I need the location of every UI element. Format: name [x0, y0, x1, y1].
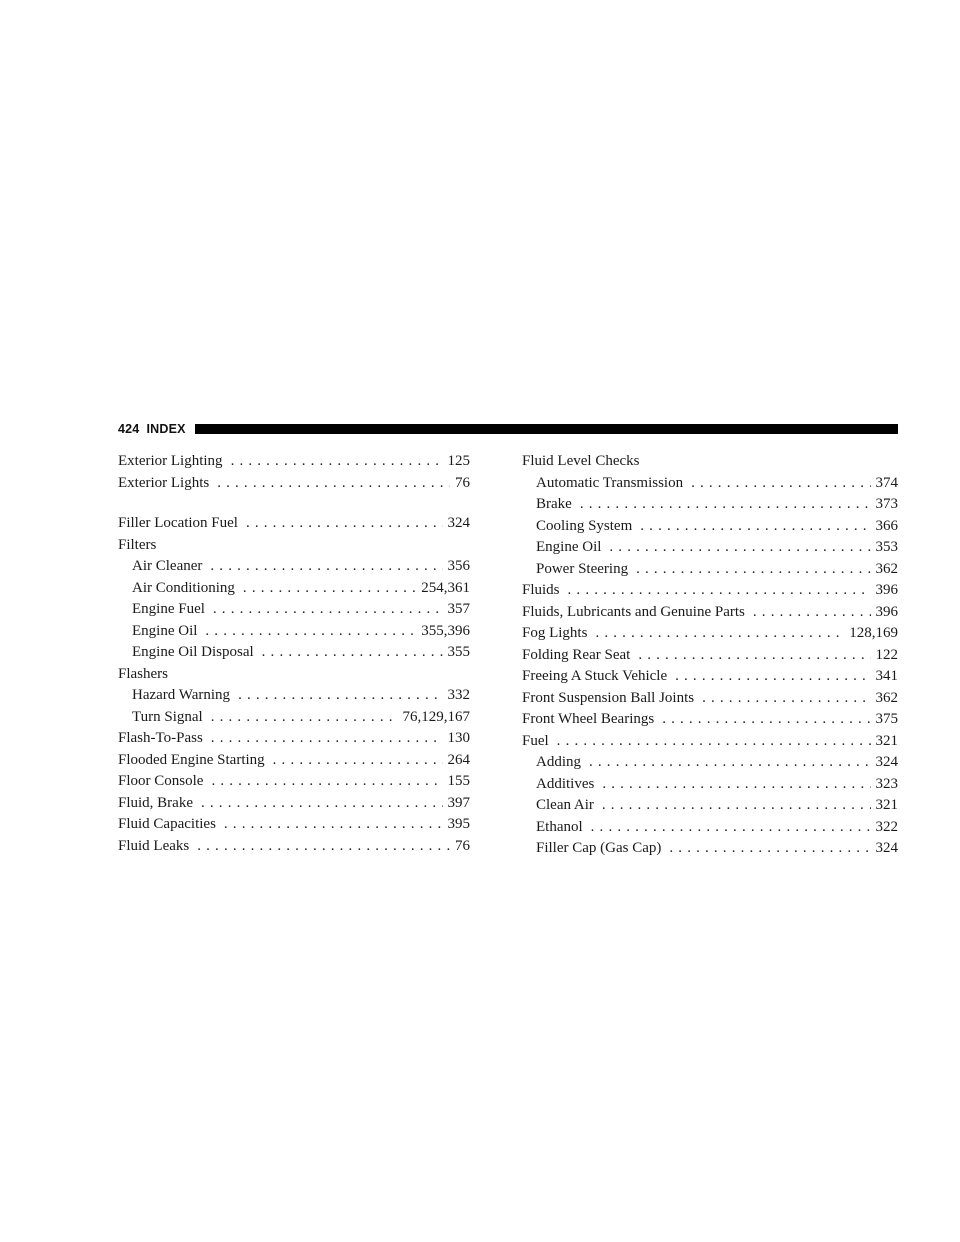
index-term: Engine Oil Disposal	[132, 644, 254, 660]
index-term: Clean Air	[536, 797, 594, 813]
index-term: Fuel	[522, 732, 549, 749]
index-page-ref: 357	[447, 601, 470, 617]
header-rule	[195, 424, 898, 434]
index-page-ref: 366	[875, 517, 898, 534]
index-entry	[118, 556, 470, 578]
index-entry	[118, 578, 470, 600]
index-page-ref: 254,361	[421, 579, 470, 596]
index-entry	[522, 559, 898, 581]
index-entry	[522, 774, 898, 796]
index-column-left	[118, 451, 470, 857]
index-page-ref: 375	[875, 711, 898, 727]
index-term: Fluids	[522, 582, 560, 598]
index-page-ref: 324	[447, 515, 470, 531]
index-term: Exterior Lighting	[118, 453, 223, 469]
dot-leader	[217, 473, 450, 495]
index-entry	[522, 516, 898, 538]
dot-leader	[702, 688, 870, 710]
dot-leader	[691, 473, 870, 495]
index-term: Exterior Lights	[118, 474, 210, 491]
index-entry	[522, 473, 898, 495]
page-number: 424	[118, 422, 140, 436]
index-term: Fog Lights	[522, 625, 588, 641]
index-term: Fluid Level Checks	[522, 453, 640, 469]
index-page-ref: 353	[875, 539, 898, 555]
index-page-ref: 324	[875, 754, 898, 770]
index-entry	[118, 793, 470, 815]
index-term: Fluids, Lubricants and Genuine Parts	[522, 603, 745, 620]
index-entry	[118, 750, 470, 772]
index-term: Freeing A Stuck Vehicle	[522, 668, 668, 684]
index-page-ref: 321	[875, 797, 898, 813]
dot-leader	[669, 838, 870, 860]
index-entry	[118, 814, 470, 836]
index-column-right	[522, 451, 898, 860]
index-entry	[522, 731, 898, 753]
index-entry	[522, 795, 898, 817]
index-entry	[522, 537, 898, 559]
index-entry	[522, 817, 898, 839]
index-term: Additives	[536, 775, 595, 792]
dot-leader	[753, 602, 871, 624]
index-page-ref: 395	[447, 816, 470, 832]
dot-leader	[602, 795, 871, 817]
index-term: Air Cleaner	[132, 558, 203, 574]
index-page-ref: 332	[447, 687, 470, 703]
index-term: Front Wheel Bearings	[522, 711, 655, 727]
index-page-ref: 396	[875, 582, 898, 598]
dot-leader	[231, 451, 443, 473]
dot-leader	[205, 621, 416, 643]
index-term: Flooded Engine Starting	[118, 751, 265, 768]
index-page-ref: 355,396	[421, 622, 470, 639]
index-page-ref: 321	[875, 732, 898, 749]
dot-leader	[675, 666, 870, 688]
index-entry	[522, 666, 898, 688]
index-term: Air Conditioning	[132, 579, 235, 596]
index-term: Filters	[118, 536, 157, 553]
index-entry	[118, 707, 470, 729]
index-page-ref: 373	[875, 496, 898, 512]
index-term: Filler Cap (Gas Cap)	[536, 840, 662, 856]
index-term: Front Suspension Ball Joints	[522, 689, 695, 706]
dot-leader	[213, 599, 443, 621]
index-page-ref: 396	[875, 603, 898, 620]
index-term: Floor Console	[118, 773, 204, 789]
dot-leader	[246, 513, 443, 535]
index-page-ref: 130	[447, 730, 470, 746]
dot-leader	[602, 774, 870, 796]
index-entry	[522, 602, 898, 624]
index-term: Fluid Capacities	[118, 816, 216, 832]
index-term: Engine Fuel	[132, 601, 205, 617]
dot-leader	[211, 728, 443, 750]
index-page-ref: 397	[447, 794, 470, 811]
index-entry	[522, 709, 898, 731]
dot-leader	[210, 556, 442, 578]
dot-leader	[589, 752, 871, 774]
dot-leader	[211, 771, 442, 793]
index-entry	[522, 623, 898, 645]
dot-leader	[580, 494, 871, 516]
dot-leader	[273, 750, 443, 772]
index-term: Fluid, Brake	[118, 794, 193, 811]
index-entry	[118, 473, 470, 495]
index-term: Automatic Transmission	[536, 474, 684, 491]
index-entry	[118, 771, 470, 793]
section-title: INDEX	[146, 422, 186, 436]
index-term: Flash-To-Pass	[118, 730, 203, 746]
page-header	[118, 421, 898, 437]
index-entry	[118, 836, 470, 858]
index-page-ref: 341	[875, 668, 898, 684]
index-entry	[118, 621, 470, 643]
index-page-ref: 355	[447, 644, 470, 660]
index-page-ref: 323	[875, 775, 898, 792]
index-page-ref: 362	[875, 560, 898, 577]
dot-leader	[638, 645, 870, 667]
index-term: Brake	[536, 496, 572, 512]
index-entry	[522, 752, 898, 774]
dot-leader	[609, 537, 870, 559]
index-term: Fluid Leaks	[118, 837, 190, 854]
index-entry	[118, 451, 470, 473]
index-page-ref: 122	[875, 646, 898, 663]
index-page-ref: 76	[455, 474, 470, 491]
index-entry	[522, 838, 898, 860]
index-term: Engine Oil	[536, 539, 602, 555]
dot-leader	[591, 817, 871, 839]
index-term: Hazard Warning	[132, 687, 231, 703]
dot-leader	[262, 642, 443, 664]
index-term: Filler Location Fuel	[118, 515, 238, 531]
index-entry	[522, 645, 898, 667]
index-entry	[118, 728, 470, 750]
dot-leader	[640, 516, 870, 538]
index-page-ref: 128,169	[849, 625, 898, 641]
index-page-ref: 324	[875, 840, 898, 856]
index-page-ref: 155	[447, 773, 470, 789]
index-term: Flashers	[118, 665, 168, 682]
index-term: Folding Rear Seat	[522, 646, 631, 663]
index-heading	[118, 535, 470, 557]
dot-leader	[557, 731, 871, 753]
index-term: Ethanol	[536, 818, 583, 835]
dot-leader	[197, 836, 450, 858]
index-heading	[522, 451, 898, 473]
index-term: Adding	[536, 754, 581, 770]
index-page-ref: 362	[875, 689, 898, 706]
dot-leader	[224, 814, 443, 836]
index-page-ref: 264	[447, 751, 470, 768]
dot-leader	[636, 559, 870, 581]
index-page-ref: 322	[875, 818, 898, 835]
index-page-ref: 374	[875, 474, 898, 491]
dot-leader	[568, 580, 871, 602]
index-entry	[118, 685, 470, 707]
index-page-ref: 76	[455, 837, 470, 854]
index-term: Power Steering	[536, 560, 629, 577]
index-entry	[118, 642, 470, 664]
index-entry	[118, 599, 470, 621]
dot-leader	[211, 707, 398, 729]
index-entry	[522, 494, 898, 516]
dot-leader	[595, 623, 844, 645]
dot-leader	[238, 685, 442, 707]
index-entry	[118, 513, 470, 535]
index-heading	[118, 664, 470, 686]
index-page-ref: 356	[447, 558, 470, 574]
index-page-ref: 125	[447, 453, 470, 469]
index-term: Cooling System	[536, 517, 633, 534]
index-term: Turn Signal	[132, 708, 203, 725]
index-entry	[522, 580, 898, 602]
index-term: Engine Oil	[132, 622, 198, 639]
index-page-ref: 76,129,167	[402, 708, 470, 725]
dot-leader	[662, 709, 870, 731]
dot-leader	[201, 793, 443, 815]
dot-leader	[243, 578, 416, 600]
index-entry	[522, 688, 898, 710]
